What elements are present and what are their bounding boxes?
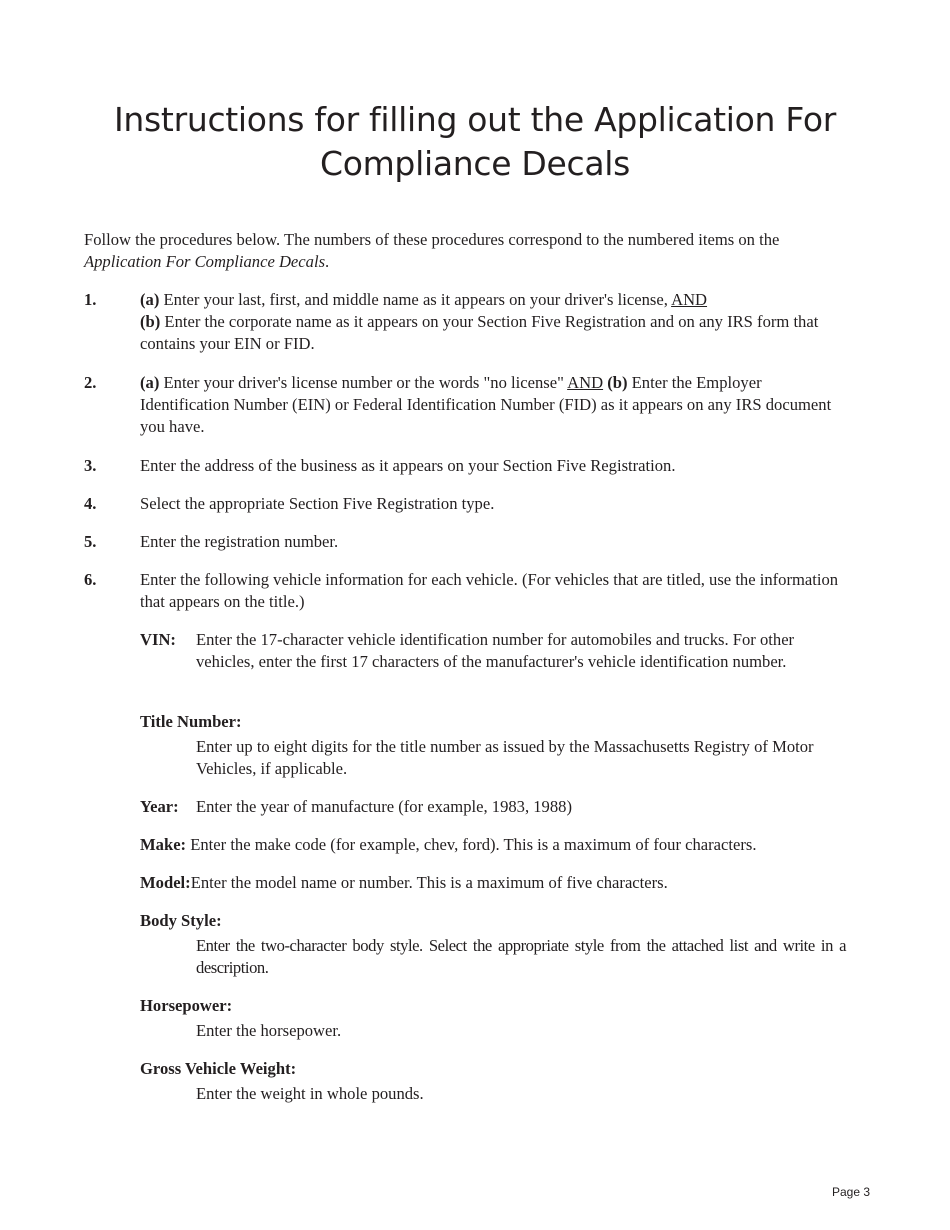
field-vin [140, 629, 855, 671]
item-number: 6. [84, 570, 97, 589]
field-gross-vehicle-weight [140, 1058, 855, 1103]
field-description: Enter the model name or number. This is a maximum of five characters. [190, 873, 668, 892]
form-name: Application For Compliance Decals [84, 252, 326, 271]
item-body: Enter the address of the business as it appears on your Section Five Registration. [140, 456, 676, 475]
field-label: Year: [140, 797, 179, 816]
field-label: Title Number: [140, 712, 242, 731]
field-title-number [140, 711, 855, 778]
intro-paragraph: Follow the procedures below. The numbers of these procedures correspond to the numbered items on the Application For Compliance Decals. [84, 230, 780, 271]
item-number: 2. [84, 373, 97, 392]
field-description: Enter the 17-character vehicle identification number for automobiles and trucks. For other vehicles, enter the first 17 characters of the manufacturer's vehicle identification number. [196, 630, 795, 671]
field-description: Enter the weight in whole pounds. [196, 1084, 424, 1103]
item-body: Enter the following vehicle information for each vehicle. (For vehicles that are titled, use the information that appears on the title.) [140, 570, 839, 611]
field-description: Enter the year of manufacture (for example, 1983, 1988) [196, 797, 572, 816]
title-line-1: Instructions for filling out the Application For [113, 100, 837, 139]
item-number: 5. [84, 532, 97, 551]
item-number: 1. [84, 290, 97, 309]
field-horsepower [140, 995, 855, 1040]
field-year [140, 796, 855, 818]
item-body: (a) Enter your last, first, and middle name as it appears on your driver's license, AND (b) Enter the corporate name as it appears on your Section Five Registration and on any IRS form that contains your EIN or FID. [140, 290, 819, 353]
field-make [140, 834, 855, 856]
field-label: Horsepower: [140, 996, 233, 1015]
title-line-2: Compliance Decals [319, 144, 631, 183]
item-body: (a) Enter your driver's license number or the words "no license" AND (b) Enter the Employer Identification Number (EIN) or Federal Identification Number (FID) as it appears on any IRS document you have. [140, 373, 832, 436]
and-keyword: AND [567, 373, 604, 392]
field-description: Enter the horsepower. [196, 1021, 342, 1040]
item-number: 4. [84, 494, 97, 513]
item-body: Select the appropriate Section Five Registration type. [140, 494, 495, 513]
item-body: Enter the registration number. [140, 532, 339, 551]
field-description: Enter up to eight digits for the title number as issued by the Massachusetts Registry of Motor Vehicles, if applicable. [196, 737, 814, 778]
field-label: VIN: [140, 630, 176, 649]
page-title [0, 98, 950, 186]
field-label: Model: [140, 873, 191, 892]
field-model [140, 872, 855, 894]
field-description: Enter the two-character body style. Select the appropriate style from the attached list and write in a description. [196, 936, 846, 977]
item-number: 3. [84, 456, 97, 475]
page-number: Page 3 [832, 1185, 871, 1199]
field-label: Gross Vehicle Weight: [140, 1059, 297, 1078]
and-keyword: AND [671, 290, 708, 309]
field-label: Make: [140, 835, 187, 854]
field-description: Enter the make code (for example, chev, ford). This is a maximum of four characters. [186, 835, 757, 854]
field-label: Body Style: [140, 911, 222, 930]
field-body-style [140, 910, 855, 977]
